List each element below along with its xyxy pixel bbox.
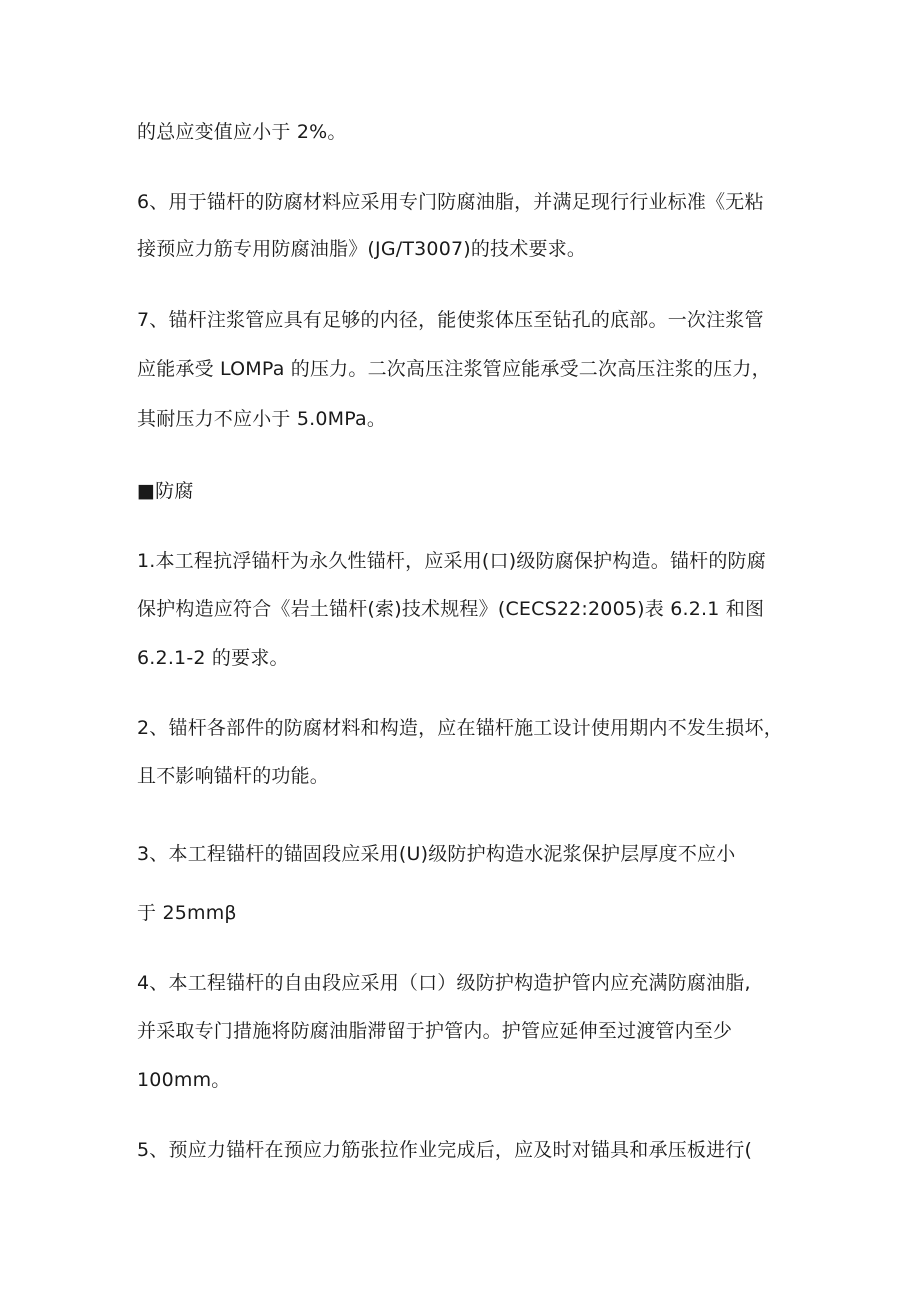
text-line: 2、锚杆各部件的防腐材料和构造，应在锚杆施工设计使用期内不发生损坏， [137, 717, 783, 739]
text-line: 接预应力筋专用防腐油脂》(JG/T3007)的技术要求。 [137, 238, 587, 260]
text-line: 应能承受 LOMPa 的压力。二次高压注浆管应能承受二次高压注浆的压力， [137, 358, 771, 380]
text-line: 6、用于锚杆的防腐材料应采用专门防腐油脂，并满足现行行业标准《无粘 [137, 191, 764, 213]
text-line: 于 25mmβ [137, 902, 237, 924]
text-line: 6.2.1-2 的要求。 [137, 647, 289, 669]
text-line: 并采取专门措施将防腐油脂滞留于护管内。护管应延伸至过渡管内至少 [137, 1020, 733, 1042]
text-line: 的总应变值应小于 2%。 [137, 121, 347, 143]
text-line: 其耐压力不应小于 5.0MPa。 [137, 408, 387, 430]
text-line: 100mm。 [137, 1069, 231, 1091]
text-line: 4、本工程锚杆的自由段应采用（口）级防护构造护管内应充满防腐油脂, [137, 972, 751, 994]
text-line: 7、锚杆注浆管应具有足够的内径，能使浆体压至钻孔的底部。一次注浆管 [137, 309, 764, 331]
text-line: 1.本工程抗浮锚杆为永久性锚杆，应采用(口)级防腐保护构造。锚杆的防腐 [137, 550, 766, 572]
text-line: 保护构造应符合《岩土锚杆(索)技术规程》(CECS22:2005)表 6.2.1 和图 [137, 598, 765, 620]
section-heading: ■防腐 [137, 480, 194, 502]
text-line: 且不影响锚杆的功能。 [137, 765, 330, 787]
text-line: 3、本工程锚杆的锚固段应采用(U)级防护构造水泥浆保护层厚度不应小 [137, 843, 736, 865]
text-line: 5、预应力锚杆在预应力筋张拉作业完成后，应及时对锚具和承压板进行( [137, 1139, 753, 1161]
